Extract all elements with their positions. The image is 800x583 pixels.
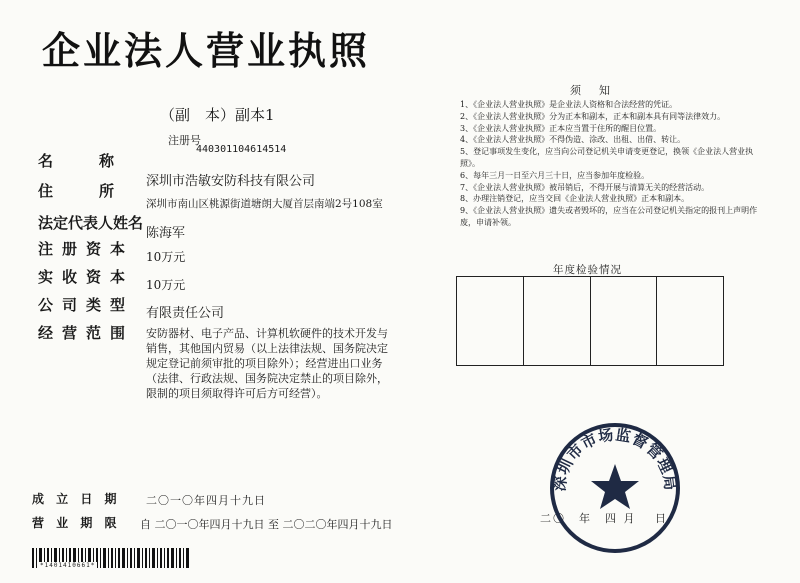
copy-label: （副 本）副本1 (160, 106, 275, 124)
established-date-label: 成 立 日 期 (32, 492, 121, 506)
company-type-value: 有限责任公司 (146, 306, 225, 321)
address-value: 深圳市南山区桃源街道塘朗大厦首层南端2号108室 (146, 198, 383, 210)
name-value: 深圳市浩敏安防科技有限公司 (146, 174, 316, 189)
notice-item: 2、《企业法人营业执照》分为正本和副本，正本和副本具有同等法律效力。 (460, 111, 726, 121)
name-label: 名称 (38, 152, 161, 170)
address-label: 住所 (38, 182, 161, 200)
paid-capital-value: 10万元 (146, 278, 186, 292)
page-title: 企业法人营业执照 (42, 28, 371, 73)
notice-item: 3、《企业法人营业执照》正本应当置于住所的醒目位置。 (460, 123, 662, 133)
business-scope-value: 安防器材、电子产品、计算机软硬件的技术开发与销售，其他国内贸易（以上法律法规、国务院决定规定登记前须审批的项目除外）；经营进出口业务（法律、行政法规、国务院决定禁止的项目除外，限制的项目须取得许可后方可经营）。 (146, 327, 388, 400)
business-term-value: 自 二〇一〇年四月十九日 至 二〇二〇年四月十九日 (140, 518, 393, 531)
svg-text:深圳市市场监督管理局: 深圳市市场监督管理局 (550, 425, 680, 493)
notice-title: 须知 (570, 84, 628, 97)
notice-item: 1、《企业法人营业执照》是企业法人资格和合法经营的凭证。 (460, 100, 678, 109)
established-date-value: 二〇一〇年四月十九日 (146, 494, 266, 507)
annual-inspection-cell (524, 277, 591, 365)
business-scope-label: 经营范围 (38, 324, 135, 342)
notice-item: 7、《企业法人营业执照》被吊销后，不得开展与清算无关的经营活动。 (460, 182, 710, 192)
issue-date: 二〇 年 四 月 日 (540, 512, 668, 525)
registered-capital-label: 注册资本 (38, 240, 135, 258)
annual-inspection-cell (591, 277, 658, 365)
notice-list (460, 99, 760, 229)
annual-inspection-grid (456, 276, 724, 366)
notice-item: 4、《企业法人营业执照》不得伪造、涂改、出租、出借、转让。 (460, 135, 686, 145)
registration-number: 440301104614514 (196, 144, 287, 155)
paid-capital-label: 实收资本 (38, 268, 135, 286)
legal-rep-value: 陈海军 (146, 226, 186, 241)
registered-capital-value: 10万元 (146, 250, 186, 264)
registration-number-label: 注册号 (168, 134, 201, 147)
notice-item: 8、办理注销登记，应当交回《企业法人营业执照》正本和副本。 (460, 194, 690, 204)
legal-rep-label: 法定代表人姓名 (38, 214, 144, 232)
notice-item: 6、每年三月一日至六月三十日，应当参加年度检验。 (460, 170, 650, 180)
official-seal-icon (545, 418, 685, 558)
annual-inspection-cell (657, 277, 723, 365)
company-type-label: 公司类型 (38, 296, 135, 314)
notice-item: 9、《企业法人营业执照》遗失或者毁坏的，应当在公司登记机关指定的报刊上声明作废，申请补领。 (460, 206, 758, 227)
annual-inspection-cell (457, 277, 524, 365)
notice-item: 5、登记事项发生变化，应当向公司登记机关申请变更登记，换领《企业法人营业执照》。 (460, 147, 754, 168)
business-term-label: 营 业 期 限 (32, 516, 121, 530)
barcode-number: *1401410661* (40, 562, 96, 569)
annual-inspection-title: 年度检验情况 (553, 264, 622, 276)
